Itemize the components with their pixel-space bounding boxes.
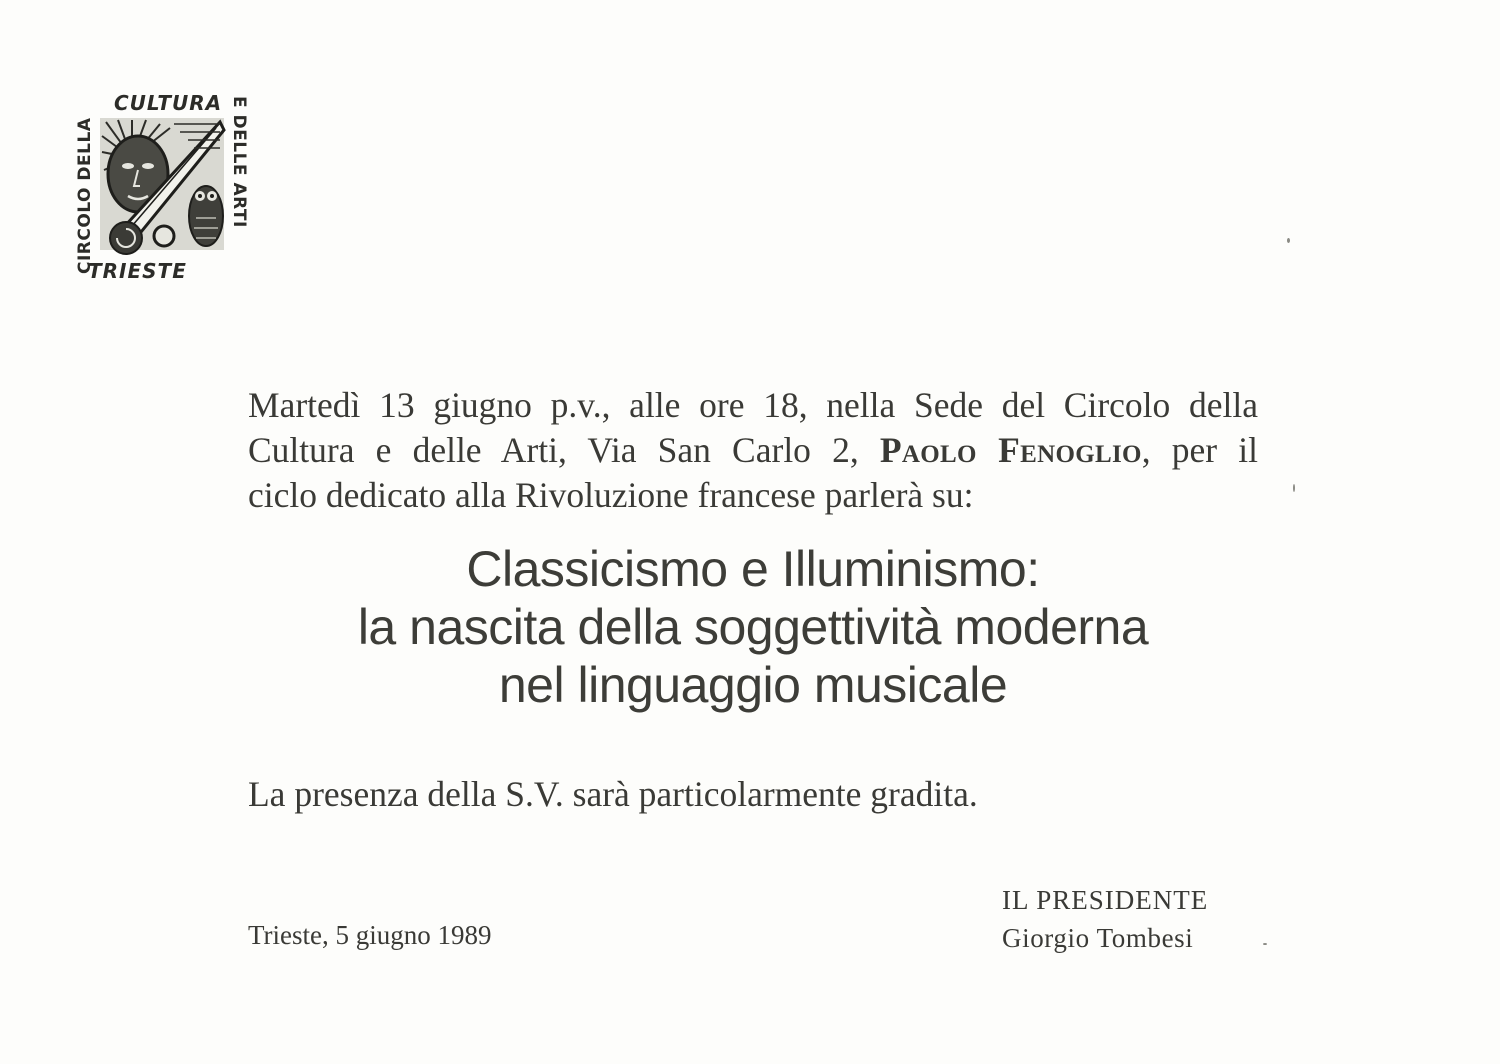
invitation-line-1: Martedì 13 giugno p.v., alle ore 18, nella Sede del Circolo della	[248, 385, 1258, 425]
logo-text-top: CULTURA	[114, 91, 223, 115]
closing-note: La presenza della S.V. sarà particolarmente gradita.	[248, 774, 978, 814]
logo-text-bottom: TRIESTE	[88, 259, 187, 280]
logo-text-right: E DELLE ARTI	[229, 96, 249, 228]
paper-speck	[1287, 238, 1290, 243]
invitation-line-2-end: , per il	[1141, 430, 1258, 470]
invitation-line-2-start: Cultura e delle Arti, Via San Carlo 2,	[248, 430, 859, 470]
signature-role: IL PRESIDENTE	[1002, 885, 1209, 915]
signature-block	[1002, 881, 1208, 957]
speaker-name: Paolo Fenoglio	[879, 430, 1142, 470]
paper-speck	[1293, 484, 1295, 492]
invitation-line-2	[248, 428, 1258, 473]
paper-speck	[1263, 943, 1267, 945]
circolo-logo	[70, 88, 254, 280]
lecture-title	[248, 540, 1258, 714]
invitation-text	[248, 383, 1278, 518]
place-and-date: Trieste, 5 giugno 1989	[248, 920, 492, 950]
signature-name: Giorgio Tombesi	[1002, 923, 1194, 953]
lecture-title-line-2: la nascita della soggettività moderna	[357, 599, 1149, 655]
logo-emblem	[100, 118, 224, 254]
logo-text-left: CIRCOLO DELLA	[75, 117, 95, 274]
invitation-line-3: ciclo dedicato alla Rivoluzione francese parlerà su:	[248, 475, 974, 515]
lecture-title-line-3: nel linguaggio musicale	[498, 657, 1008, 713]
lecture-title-line-1: Classicismo e Illuminismo:	[466, 541, 1040, 597]
